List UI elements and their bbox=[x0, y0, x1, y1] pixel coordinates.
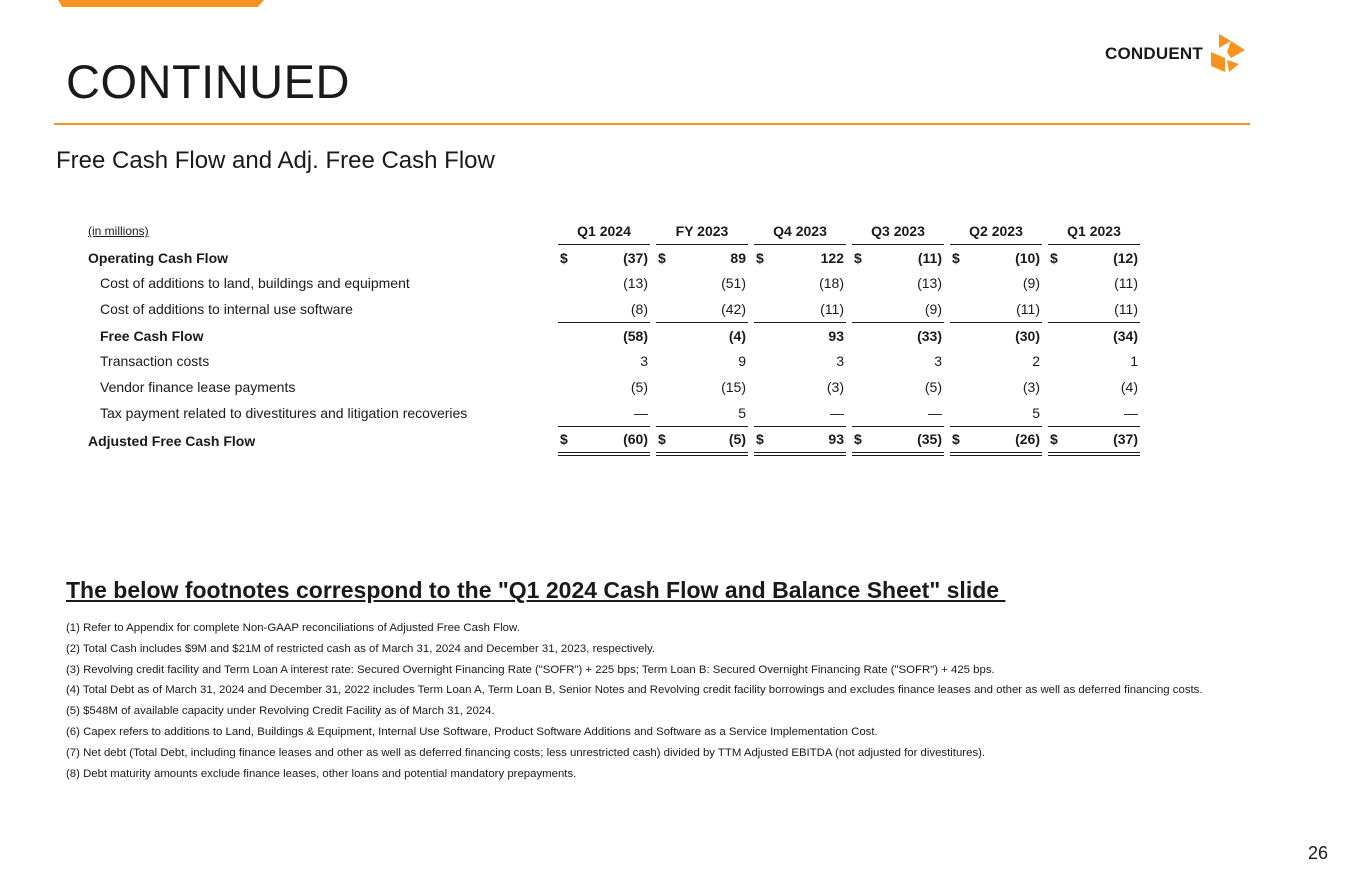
currency-symbol bbox=[754, 323, 772, 349]
cell-value: 2 bbox=[1032, 353, 1040, 370]
cell-value: (26) bbox=[968, 427, 1042, 457]
logo-wordmark: CONDUENT bbox=[1105, 44, 1203, 63]
title-divider bbox=[54, 123, 1250, 125]
currency-symbol bbox=[656, 323, 674, 349]
cell-value: (10) bbox=[1015, 249, 1040, 266]
footnotes-list bbox=[66, 621, 1251, 787]
currency-symbol: $ bbox=[952, 249, 960, 266]
cell-value: (33) bbox=[917, 327, 942, 344]
currency-symbol: $ bbox=[754, 427, 772, 457]
currency-symbol: $ bbox=[658, 249, 666, 266]
cell-value: 1 bbox=[1130, 353, 1138, 370]
currency-symbol bbox=[1048, 323, 1066, 349]
currency-symbol: $ bbox=[756, 249, 764, 266]
table-row bbox=[82, 296, 1140, 323]
cell-value: 5 bbox=[968, 400, 1042, 427]
currency-symbol bbox=[754, 296, 772, 323]
footnote-item: (5) $548M of available capacity under Revolving Credit Facility as of March 31, 2024. bbox=[66, 705, 495, 718]
table-row bbox=[82, 270, 1140, 296]
cell-value: 3 bbox=[640, 353, 648, 370]
cell-value: (11) bbox=[1114, 275, 1138, 292]
footnote-item: (8) Debt maturity amounts exclude finance leases, other loans and potential mandatory prepayments. bbox=[66, 767, 577, 780]
cell-value: (12) bbox=[1113, 249, 1138, 266]
currency-symbol bbox=[754, 348, 772, 374]
cell-value: (13) bbox=[623, 275, 648, 292]
column-header: Q2 2023 bbox=[950, 218, 1042, 245]
cell-value: (58) bbox=[623, 327, 648, 344]
currency-symbol bbox=[558, 323, 576, 349]
column-header: Q3 2023 bbox=[852, 218, 944, 245]
row-label: Cost of additions to internal use software bbox=[100, 301, 353, 318]
footnote-item: (6) Capex refers to additions to Land, Buildings & Equipment, Internal Use Software, Product Software Additions and Software as a Service Implementation Cost. bbox=[66, 725, 878, 738]
row-label: Transaction costs bbox=[100, 353, 210, 370]
row-label: Vendor finance lease payments bbox=[100, 378, 296, 395]
currency-symbol bbox=[656, 296, 674, 323]
cell-value: (37) bbox=[1066, 427, 1140, 457]
cell-value: (4) bbox=[1120, 378, 1138, 395]
row-label: Adjusted Free Cash Flow bbox=[88, 433, 256, 450]
row-label: Operating Cash Flow bbox=[88, 249, 229, 266]
currency-symbol bbox=[656, 270, 674, 296]
cell-value: 5 bbox=[674, 400, 748, 427]
currency-symbol bbox=[656, 348, 674, 374]
footnote-item: (3) Revolving credit facility and Term Loan A interest rate: Secured Overnight Financing Rate ("SOFR") + 225 bps; Term Loan B: Secured Overnight Financing Rate ("SOFR") + 425 bps. bbox=[66, 663, 995, 676]
currency-symbol bbox=[852, 296, 870, 323]
cell-value: (11) bbox=[968, 296, 1042, 323]
table-row bbox=[82, 374, 1140, 400]
conduent-logo bbox=[1105, 34, 1247, 74]
currency-symbol bbox=[558, 296, 576, 323]
currency-symbol bbox=[1048, 400, 1066, 427]
currency-symbol bbox=[656, 400, 674, 427]
cell-value: 3 bbox=[836, 353, 844, 370]
footnote-item: (7) Net debt (Total Debt, including finance leases and other as well as deferred financing costs; less unrestricted cash) divided by TTM Adjusted EBITDA (not adjusted for divestitures). bbox=[66, 746, 986, 759]
currency-symbol bbox=[754, 374, 772, 400]
currency-symbol bbox=[1048, 374, 1066, 400]
cell-value: (30) bbox=[1015, 327, 1040, 344]
cell-value: (35) bbox=[870, 427, 944, 457]
currency-symbol: $ bbox=[950, 427, 968, 457]
currency-symbol: $ bbox=[558, 427, 576, 457]
cell-value: (11) bbox=[917, 249, 942, 266]
cell-value: (37) bbox=[623, 249, 648, 266]
cell-value: 9 bbox=[738, 353, 746, 370]
currency-symbol bbox=[950, 296, 968, 323]
column-header: Q1 2023 bbox=[1048, 218, 1140, 245]
currency-symbol: $ bbox=[1048, 427, 1066, 457]
currency-symbol bbox=[950, 270, 968, 296]
table-row bbox=[82, 348, 1140, 374]
cell-value: (5) bbox=[674, 427, 748, 457]
cell-value: (18) bbox=[819, 275, 844, 292]
currency-symbol bbox=[656, 374, 674, 400]
currency-symbol bbox=[558, 348, 576, 374]
table-row bbox=[82, 427, 1140, 457]
cell-value: (51) bbox=[721, 275, 746, 292]
currency-symbol: $ bbox=[560, 249, 568, 266]
cell-value: — bbox=[576, 400, 650, 427]
currency-symbol bbox=[754, 270, 772, 296]
currency-symbol: $ bbox=[656, 427, 674, 457]
currency-symbol bbox=[852, 323, 870, 349]
cell-value: — bbox=[1066, 400, 1140, 427]
currency-symbol bbox=[1048, 270, 1066, 296]
cell-value: (11) bbox=[1066, 296, 1140, 323]
cell-value: (15) bbox=[721, 378, 746, 395]
column-header: Q1 2024 bbox=[558, 218, 650, 245]
row-label: Tax payment related to divestitures and litigation recoveries bbox=[100, 405, 468, 422]
footnote-item: (4) Total Debt as of March 31, 2024 and December 31, 2022 includes Term Loan A, Term Loan B, Senior Notes and Revolving credit facility borrowings and excludes finance leases and other as well as deferred financing costs. bbox=[66, 684, 1203, 697]
cell-value: (8) bbox=[576, 296, 650, 323]
currency-symbol bbox=[558, 270, 576, 296]
cell-value: 93 bbox=[772, 427, 846, 457]
table-row bbox=[82, 245, 1140, 271]
currency-symbol: $ bbox=[1050, 249, 1058, 266]
currency-symbol: $ bbox=[854, 249, 862, 266]
row-label: Free Cash Flow bbox=[100, 327, 204, 344]
cell-value: 122 bbox=[820, 249, 844, 266]
currency-symbol bbox=[1048, 348, 1066, 374]
column-header: FY 2023 bbox=[656, 218, 748, 245]
cell-value: (13) bbox=[917, 275, 942, 292]
currency-symbol: $ bbox=[852, 427, 870, 457]
cell-value: 89 bbox=[730, 249, 746, 266]
cell-value: (34) bbox=[1113, 327, 1138, 344]
page-number: 26 bbox=[1308, 843, 1329, 863]
cell-value: (9) bbox=[1022, 275, 1040, 292]
currency-symbol bbox=[950, 400, 968, 427]
cash-flow-table bbox=[82, 218, 1140, 456]
currency-symbol bbox=[754, 400, 772, 427]
conduent-logo-icon bbox=[1209, 34, 1247, 74]
footnote-item: (2) Total Cash includes $9M and $21M of restricted cash as of March 31, 2024 and December 31, 2023, respectively. bbox=[66, 642, 656, 655]
cell-value: 3 bbox=[934, 353, 942, 370]
top-accent-bar bbox=[58, 0, 264, 7]
cell-value: (60) bbox=[576, 427, 650, 457]
currency-symbol bbox=[852, 374, 870, 400]
footnotes-heading: The below footnotes correspond to the "Q1 2024 Cash Flow and Balance Sheet" slide bbox=[66, 577, 1006, 603]
cell-value: (3) bbox=[826, 378, 844, 395]
table-row bbox=[82, 323, 1140, 349]
currency-symbol bbox=[558, 374, 576, 400]
cell-value: (5) bbox=[630, 378, 648, 395]
footnote-item: (1) Refer to Appendix for complete Non-GAAP reconciliations of Adjusted Free Cash Flow. bbox=[66, 622, 520, 634]
currency-symbol bbox=[852, 270, 870, 296]
cell-value: (42) bbox=[674, 296, 748, 323]
cell-value: (5) bbox=[924, 378, 942, 395]
currency-symbol bbox=[558, 400, 576, 427]
slide-title: CONTINUED bbox=[66, 55, 350, 108]
currency-symbol bbox=[950, 374, 968, 400]
cell-value: (3) bbox=[1022, 378, 1040, 395]
table-header-row bbox=[82, 218, 1140, 245]
cell-value: (11) bbox=[772, 296, 846, 323]
currency-symbol bbox=[950, 323, 968, 349]
table-row bbox=[82, 400, 1140, 427]
currency-symbol bbox=[1048, 296, 1066, 323]
unit-label: (in millions) bbox=[88, 224, 149, 239]
currency-symbol bbox=[852, 400, 870, 427]
cell-value: — bbox=[870, 400, 944, 427]
column-header: Q4 2023 bbox=[754, 218, 846, 245]
row-label: Cost of additions to land, buildings and equipment bbox=[100, 275, 410, 292]
section-subtitle: Free Cash Flow and Adj. Free Cash Flow bbox=[56, 147, 495, 174]
cell-value: (9) bbox=[870, 296, 944, 323]
cell-value: 93 bbox=[828, 327, 844, 344]
currency-symbol bbox=[852, 348, 870, 374]
cell-value: — bbox=[772, 400, 846, 427]
currency-symbol bbox=[950, 348, 968, 374]
cell-value: (4) bbox=[728, 327, 746, 344]
